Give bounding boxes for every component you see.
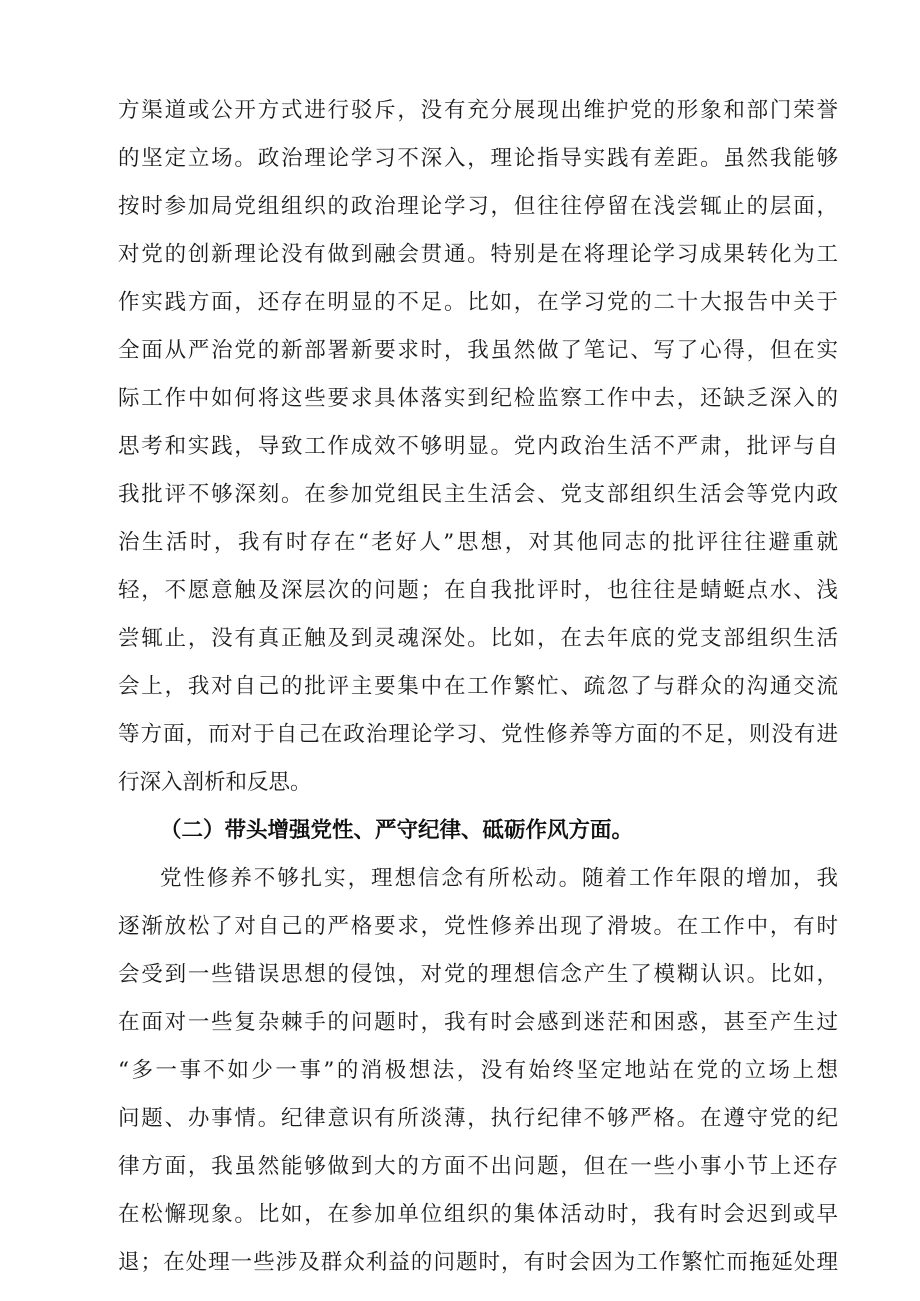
- text-line: 对党的创新理论没有做到融会贯通。特别是在将理论学习成果转化为工: [118, 242, 838, 267]
- text-line: 作实践方面，还存在明显的不足。比如，在学习党的二十大报告中关于: [118, 290, 838, 315]
- text-line: 我批评不够深刻。在参加党组民主生活会、党支部组织生活会等党内政: [118, 482, 838, 507]
- text-line: 按时参加局党组组织的政治理论学习，但往往停留在浅尝辄止的层面，: [118, 194, 838, 219]
- text-line: 际工作中如何将这些要求具体落实到纪检监察工作中去，还缺乏深入的: [118, 386, 838, 411]
- text-line: 会受到一些错误思想的侵蚀，对党的理想信念产生了模糊认识。比如，: [118, 962, 838, 987]
- text-line: 等方面，而对于自己在政治理论学习、党性修养等方面的不足，则没有进: [118, 722, 838, 747]
- text-line: 在松懈现象。比如，在参加单位组织的集体活动时，我有时会迟到或早: [118, 1202, 838, 1227]
- text-line: 会上，我对自己的批评主要集中在工作繁忙、疏忽了与群众的沟通交流: [118, 674, 838, 699]
- text-line: 行深入剖析和反思。: [118, 770, 312, 795]
- text-line: 思考和实践，导致工作成效不够明显。党内政治生活不严肃，批评与自: [118, 434, 838, 459]
- text-line: 全面从严治党的新部署新要求时，我虽然做了笔记、写了心得，但在实: [118, 338, 838, 363]
- text-line: 在面对一些复杂棘手的问题时，我有时会感到迷茫和困惑，甚至产生过: [118, 1010, 838, 1035]
- text-line: “多一事不如少一事”的消极想法，没有始终坚定地站在党的立场上想: [118, 1058, 838, 1083]
- text-line: 方渠道或公开方式进行驳斥，没有充分展现出维护党的形象和部门荣誉: [118, 98, 838, 123]
- text-line: 的坚定立场。政治理论学习不深入，理论指导实践有差距。虽然我能够: [118, 146, 838, 171]
- text-line: 党性修养不够扎实，理想信念有所松动。随着工作年限的增加，我: [160, 866, 838, 891]
- text-line: 问题、办事情。纪律意识有所淡薄，执行纪律不够严格。在遵守党的纪: [118, 1106, 838, 1131]
- text-line: 逐渐放松了对自己的严格要求，党性修养出现了滑坡。在工作中，有时: [118, 914, 838, 939]
- text-line: 治生活时，我有时存在“老好人”思想，对其他同志的批评往往避重就: [118, 530, 838, 555]
- text-line: 律方面，我虽然能够做到大的方面不出问题，但在一些小事小节上还存: [118, 1154, 838, 1179]
- text-line: 尝辄止，没有真正触及到灵魂深处。比如，在去年底的党支部组织生活: [118, 626, 838, 651]
- section-heading: （二）带头增强党性、严守纪律、砥砺作风方面。: [160, 818, 634, 843]
- text-line: 退；在处理一些涉及群众利益的问题时，有时会因为工作繁忙而拖延处理: [118, 1250, 838, 1275]
- text-line: 轻，不愿意触及深层次的问题；在自我批评时，也往往是蜻蜓点水、浅: [118, 578, 838, 603]
